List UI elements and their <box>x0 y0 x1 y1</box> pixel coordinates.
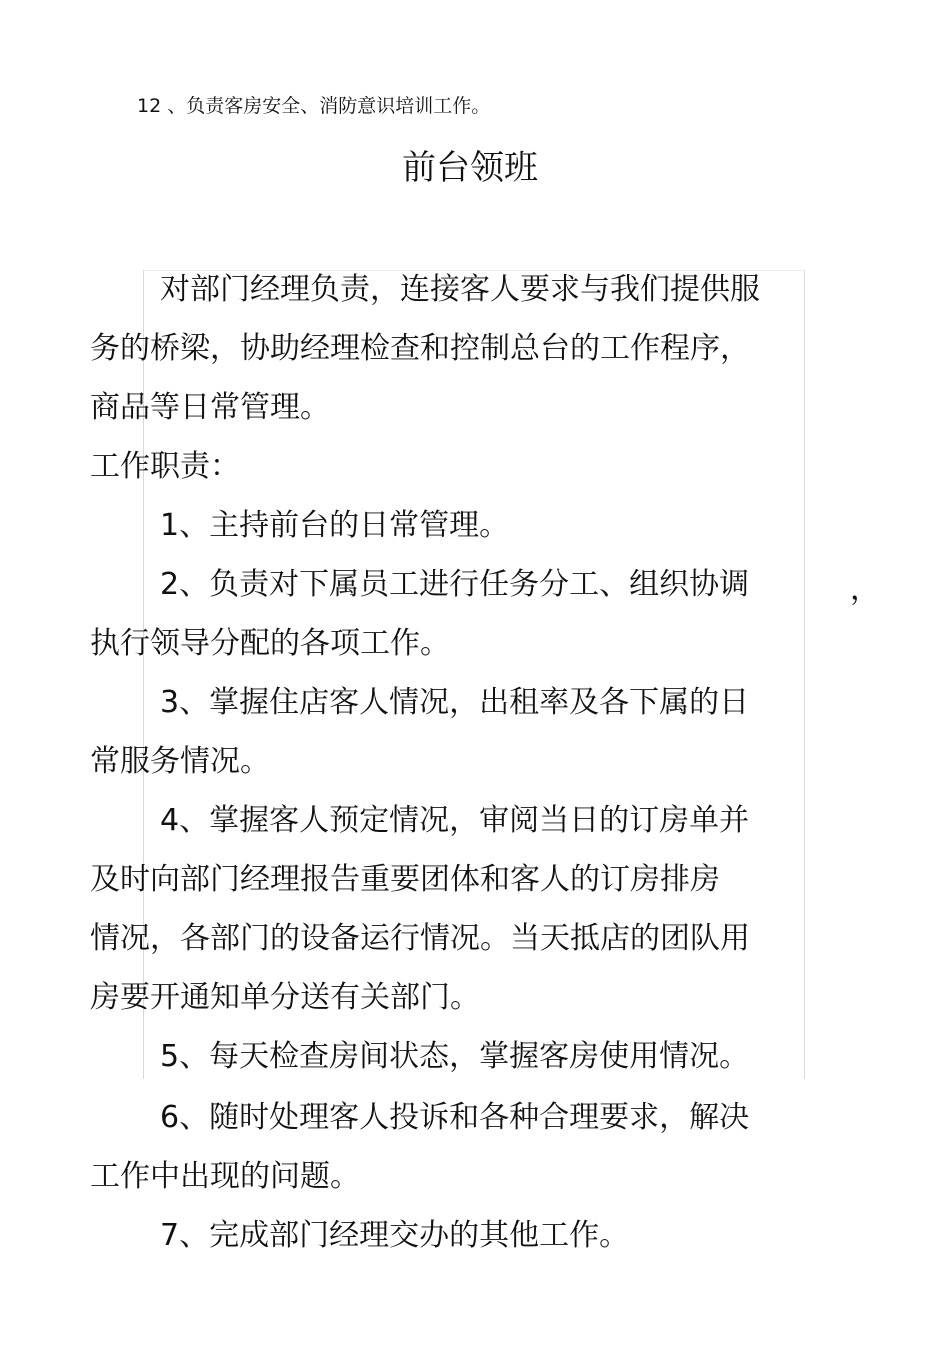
duty-5: 5、每天检查房间状态，掌握客房使用情况。 <box>160 1039 750 1074</box>
intro-line-1: 对部门经理负责，连接客人要求与我们提供服 <box>160 272 760 307</box>
duty-2-line-1: 2、负责对下属员工进行任务分工、组织协调 <box>160 567 750 602</box>
duty-4-line-3: 情况，各部门的设备运行情况。当天抵店的团队用 <box>90 921 750 956</box>
intro-line-3: 商品等日常管理。 <box>90 390 330 425</box>
duties-heading: 工作职责： <box>90 449 240 484</box>
duty-4-line-4: 房要开通知单分送有关部门。 <box>90 980 480 1015</box>
previous-list-item: 12 、负责客房安全、消防意识培训工作。 <box>137 95 491 117</box>
stray-comma: ， <box>850 572 880 607</box>
duty-1: 1、主持前台的日常管理。 <box>160 508 510 543</box>
duty-3-line-2: 常服务情况。 <box>90 744 270 779</box>
duty-2-line-2: 执行领导分配的各项工作。 <box>90 626 450 661</box>
intro-line-2: 务的桥梁，协助经理检查和控制总台的工作程序， <box>90 331 750 366</box>
section-title: 前台领班 <box>402 148 538 188</box>
duty-6-line-1: 6、随时处理客人投诉和各种合理要求，解决 <box>160 1100 750 1135</box>
duty-4-line-2: 及时向部门经理报告重要团体和客人的订房排房 <box>90 862 720 897</box>
duty-3-line-1: 3、掌握住店客人情况，出租率及各下属的日 <box>160 685 750 720</box>
duty-6-line-2: 工作中出现的问题。 <box>90 1159 360 1194</box>
duty-7: 7、完成部门经理交办的其他工作。 <box>160 1218 630 1253</box>
duty-4-line-1: 4、掌握客人预定情况，审阅当日的订房单并 <box>160 803 750 838</box>
